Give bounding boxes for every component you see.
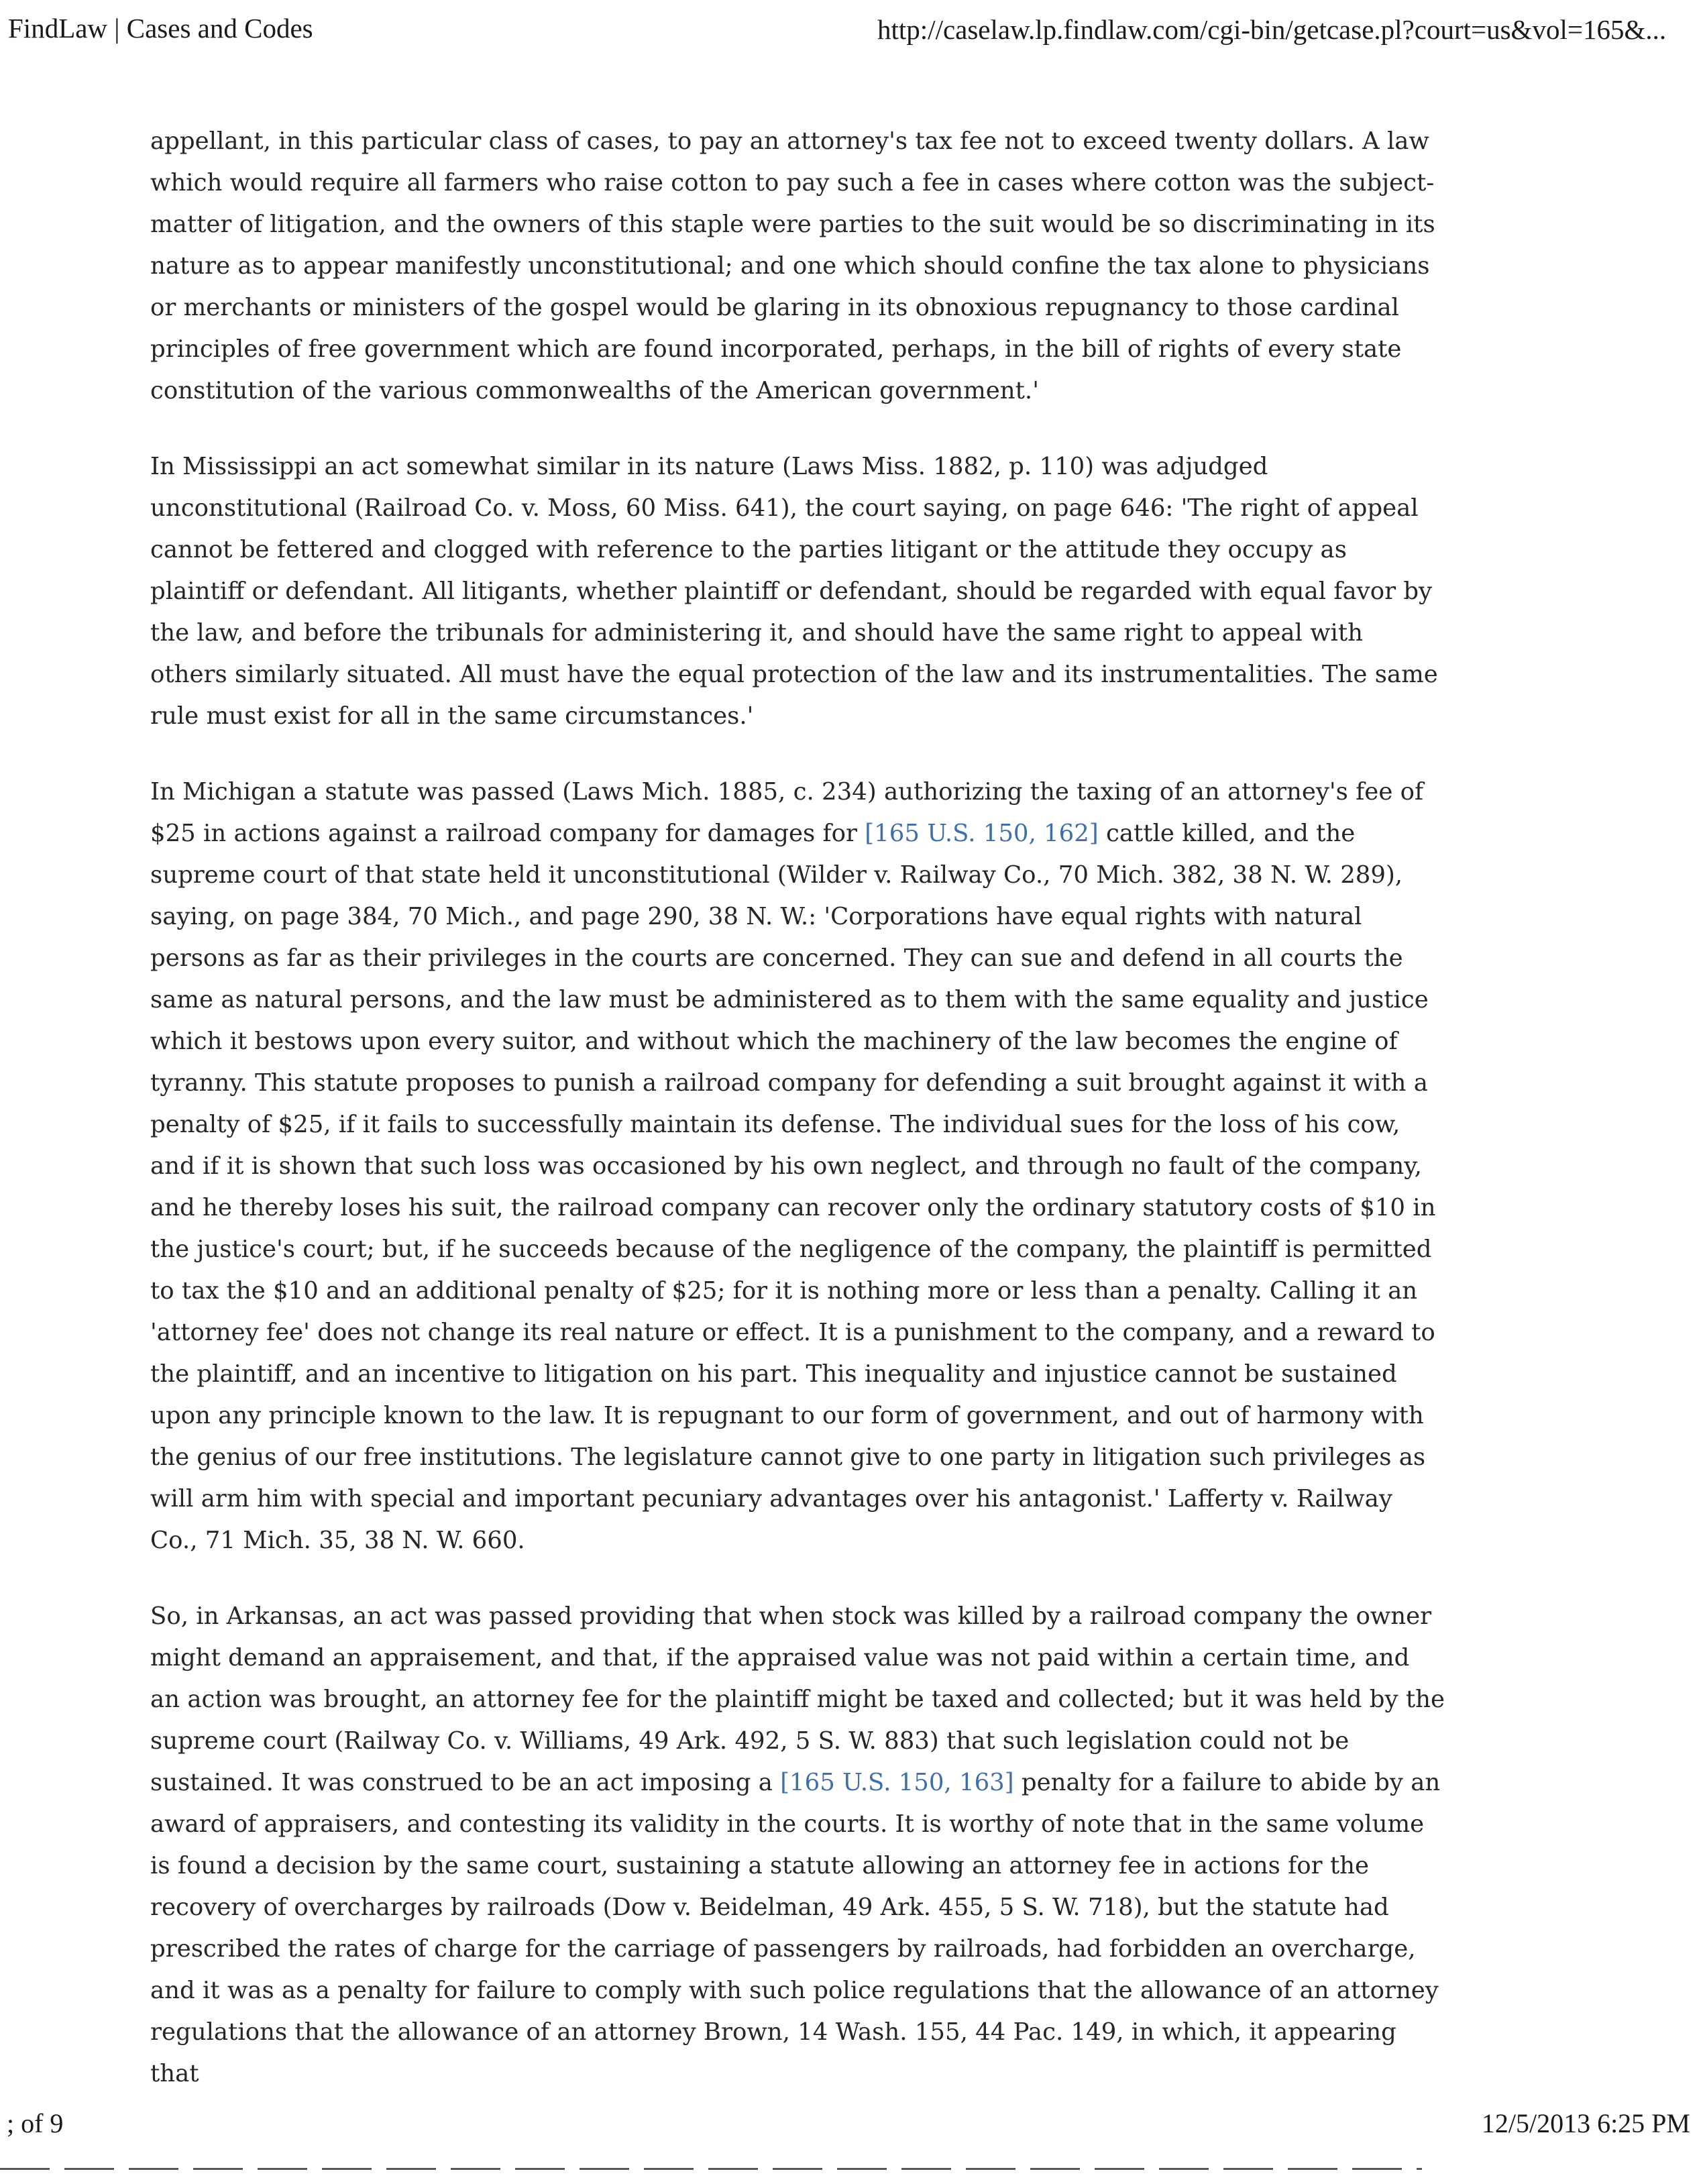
paragraph: appellant, in this particular class of cases, to pay an attorney's tax fee not to exceed twenty dollars. A law which would require all farmers who raise cotton to pay such a fee in cases where cotton was the subject-matter of litigation, and the owners of this staple were parties to the suit would be so discriminating in its nature as to appear manifestly unconstitutional; and one which should confine the tax alone to physicians or merchants or ministers of the gospel would be glaring in its obnoxious repugnancy to those cardinal principles of free government which are found incorporated, perhaps, in the bill of rights of every state constitution of the various commonwealths of the American government.': [150, 127, 1435, 404]
case-text: [150, 121, 1445, 2129]
print-header: [8, 12, 1690, 52]
paragraph-text: penalty for a failure to abide by an award of appraisers, and contesting its validity in the courts. It is worthy of note that in the same volume is found a decision by the same court, sustaining a statute allowing an attorney fee in actions for the recovery of overcharges by railroads (Dow v. Beidelman, 49 Ark. 455, 5 S. W. 718), but the statute had prescribed the rates of charge for the carriage of passengers by railroads, had forbidden an overcharge, and it was as a penalty for failure to comply with such police regulations that the allowance of an attorney regulations that the allowance of an attorney Brown, 14 Wash. 155, 44 Pac. 149, in which, it appearing that: [150, 1769, 1441, 2087]
paragraph-text: cattle killed, and the supreme court of that state held it unconstitutional (Wilder v. Railway Co., 70 Mich. 382, 38 N. W. 289), saying, on page 384, 70 Mich., and page 290, 38 N. W.: 'Corporations have equal rights with natural persons as far as their privileges in the courts are concerned. They can sue and defend in all courts the same as natural persons, and the law must be administered as to them with the same equality and justice which it bestows upon every suitor, and without which the machinery of the law becomes the engine of tyranny. This statute proposes to punish a railroad company for defending a suit brought against it with a penalty of $25, if it fails to successfully maintain its defense. The individual sues for the loss of his cow, and if it is shown that such loss was occasioned by his own neglect, and through no fault of the company, and he thereby loses his suit, the railroad company can recover only the ordinary statutory costs of $10 in the justice's court; but, if he succeeds because of the negligence of the company, the plaintiff is permitted to tax the $10 and an additional penalty of $25; for it is nothing more or less than a penalty. Calling it an 'attorney fee' does not change its real nature or effect. It is a punishment to the company, and a reward to the plaintiff, and an incentive to litigation on his part. This inequality and injustice cannot be sustained upon any principle known to the law. It is repugnant to our form of government, and out of harmony with the genius of our free institutions. The legislature cannot give to one party in litigation such privileges as will arm him with special and important pecuniary advantages over his antagonist.' Lafferty v. Railway Co., 71 Mich. 35, 38 N. W. 660.: [150, 820, 1436, 1554]
citation-link-162[interactable]: [165 U.S. 150, 162]: [865, 820, 1099, 847]
paragraph: In Mississippi an act somewhat similar in its nature (Laws Miss. 1882, p. 110) was adjudged unconstitutional (Railroad Co. v. Moss, 60 Miss. 641), the court saying, on page 646: 'The right of appeal cannot be fettered and clogged with reference to the parties litigant or the attitude they occupy as plaintiff or defendant. All litigants, whether plaintiff or defendant, should be regarded with equal favor by the law, and before the tribunals for administering it, and should have the same right to appeal with others similarly situated. All must have the equal protection of the law and its instrumentalities. The same rule must exist for all in the same circumstances.': [150, 453, 1438, 730]
page-number: ; of 9: [7, 2108, 64, 2138]
footer-divider: [0, 2168, 1422, 2170]
page-url: http://caselaw.lp.findlaw.com/cgi-bin/getcase.pl?court=us&vol=165&...: [877, 14, 1667, 45]
paragraph: [150, 1596, 1445, 2095]
paragraph-text: In Michigan a statute was passed (Laws Mich. 1885, c. 234) authorizing the taxing of an attorney's fee of $25 in actions against a railroad company for damages for: [150, 778, 1424, 847]
print-timestamp: 12/5/2013 6:25 PM: [1481, 2108, 1690, 2138]
paragraph-text: So, in Arkansas, an act was passed providing that when stock was killed by a railroad company the owner might demand an appraisement, and that, if the appraised value was not paid within a certain time, and an action was brought, an attorney fee for the plaintiff might be taxed and collected; but it was held by the supreme court (Railway Co. v. Williams, 49 Ark. 492, 5 S. W. 883) that such legislation could not be sustained. It was construed to be an act imposing a: [150, 1602, 1445, 1796]
citation-link-163[interactable]: [165 U.S. 150, 163]: [780, 1769, 1014, 1796]
page-title: FindLaw | Cases and Codes: [8, 13, 313, 44]
paragraph: [150, 771, 1445, 1562]
